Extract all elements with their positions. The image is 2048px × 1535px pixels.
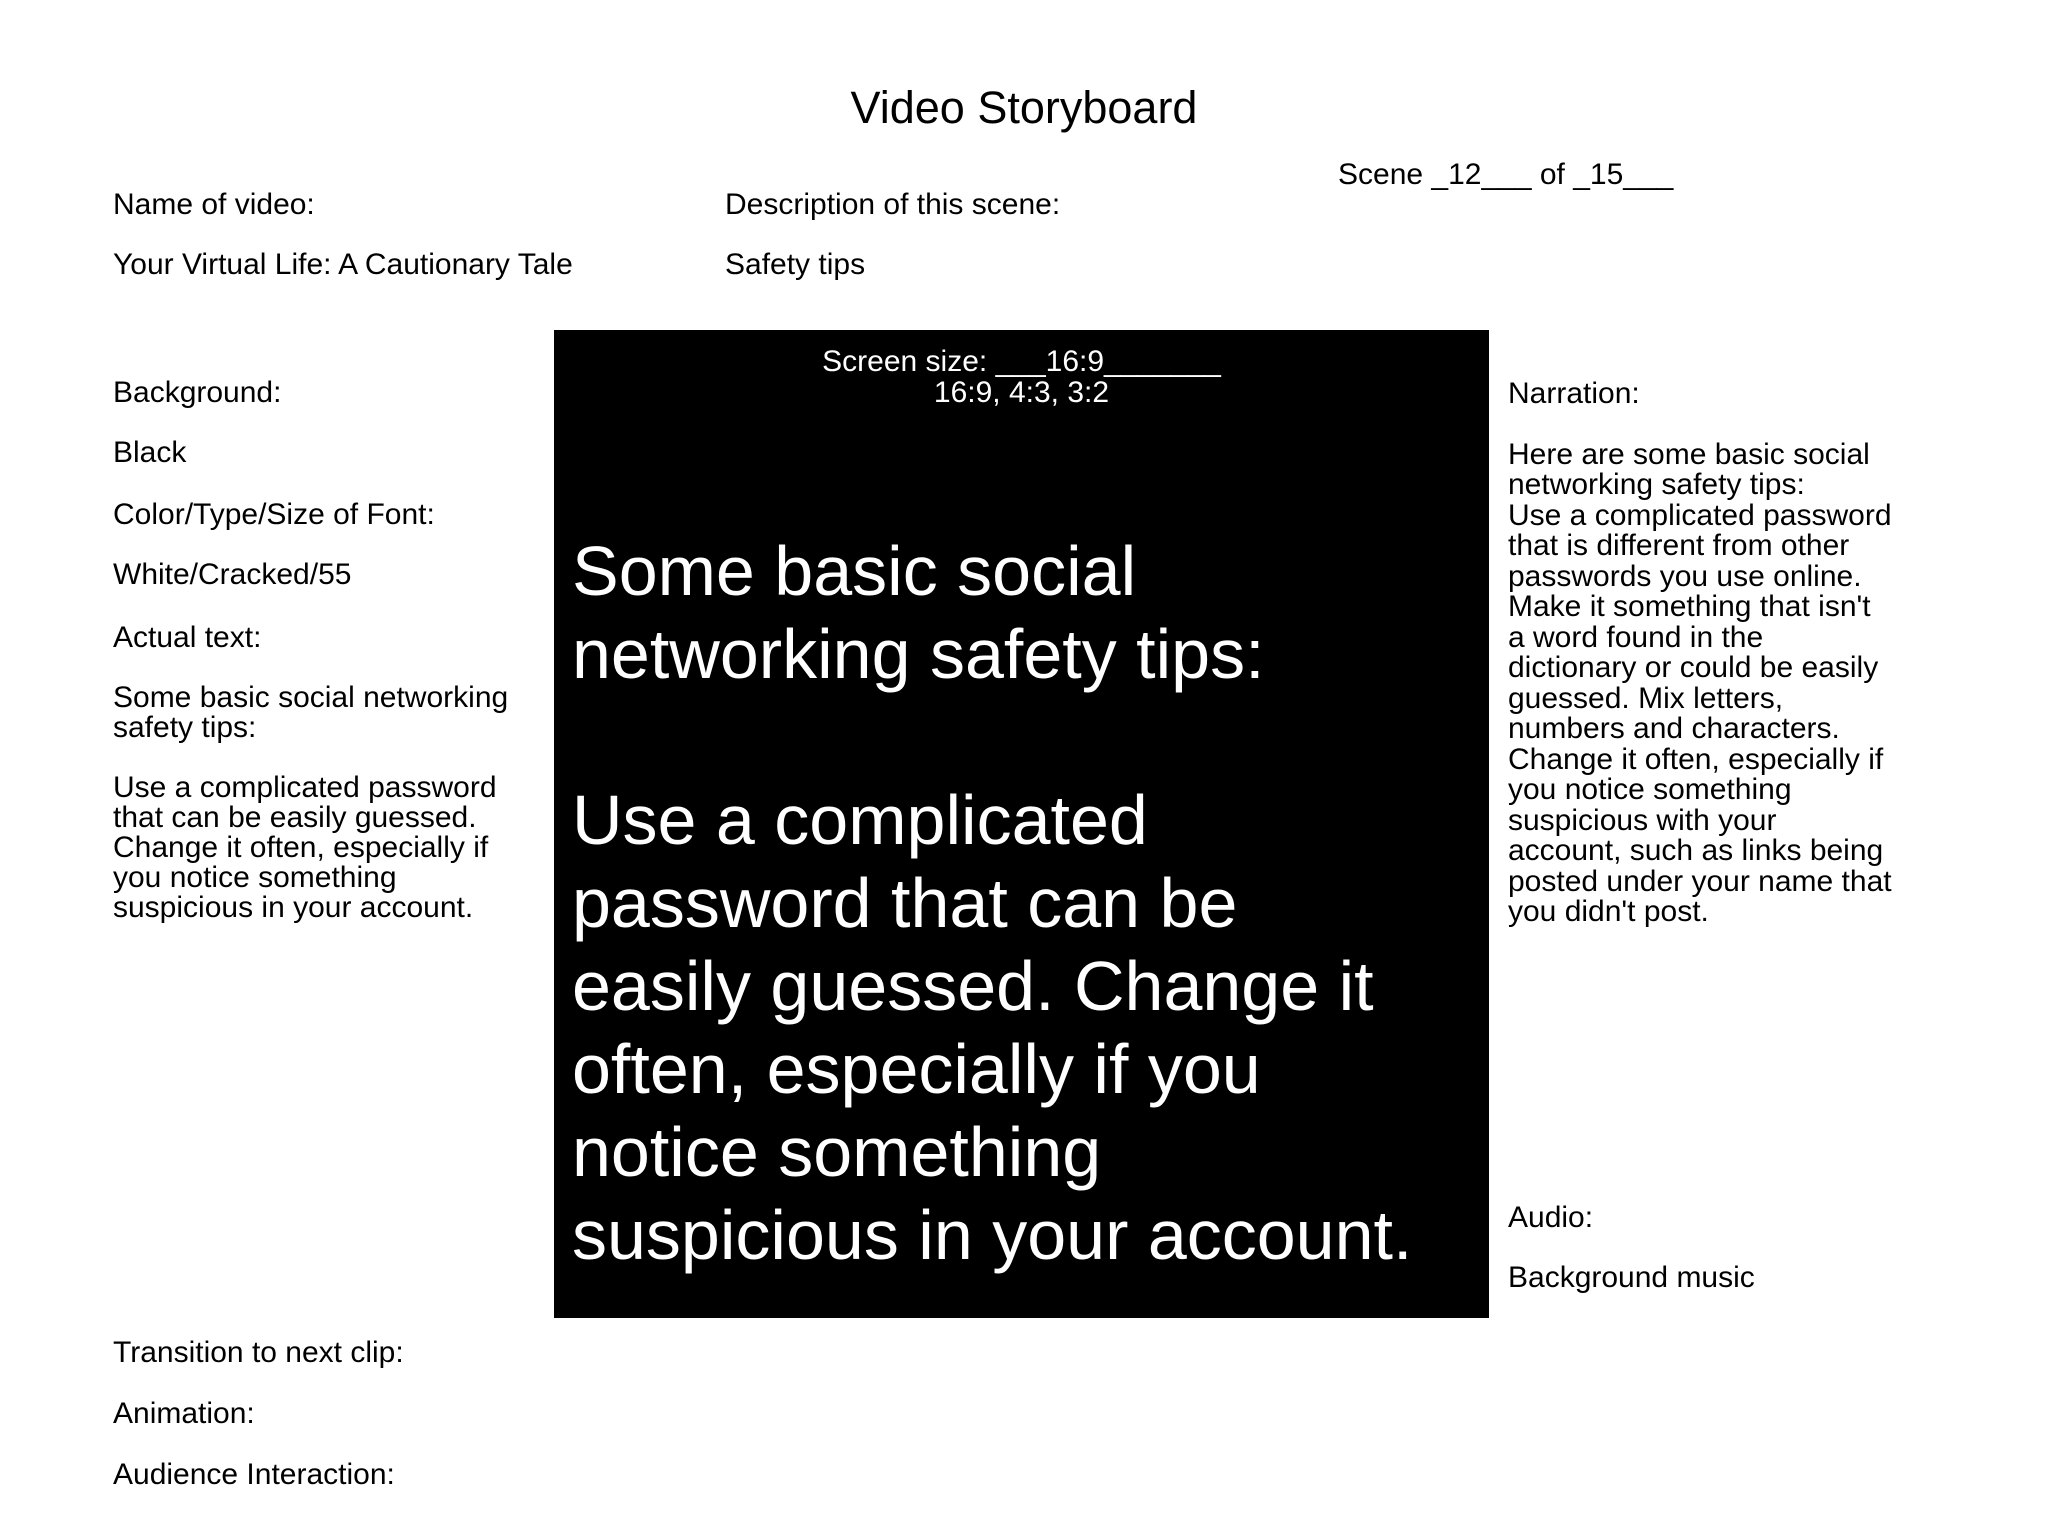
video-name-label: Name of video: bbox=[113, 188, 315, 221]
actual-text-value: Some basic social networking safety tips: Use a complicated password that can be easily guessed. Change it often, especially if you notice something suspicious in your account. bbox=[113, 681, 509, 924]
font-value: White/Cracked/55 bbox=[113, 558, 352, 591]
animation-label: Animation: bbox=[113, 1397, 255, 1430]
audio-label: Audio: bbox=[1508, 1201, 1594, 1234]
scene-number: Scene _12___ of _15___ bbox=[1338, 158, 1674, 191]
screen-preview bbox=[554, 330, 1489, 1318]
background-label: Background: bbox=[113, 376, 282, 409]
screen-text: Some basic social networking safety tips: Use a complicated password that can be easily guessed. Change it often, especially if you notice something suspicious in your account. bbox=[572, 532, 1413, 1274]
video-name-value: Your Virtual Life: A Cautionary Tale bbox=[113, 248, 573, 281]
transition-label: Transition to next clip: bbox=[113, 1336, 404, 1369]
narration-section bbox=[1508, 348, 2028, 958]
narration-value: Here are some basic social networking safety tips: Use a complicated password that is different from other passwords you use online. Make it something that isn't a word found in the dictionary or could be easily guessed. Mix letters, numbers and characters. Change it often, especially if you notice something suspicious with your account, such as links being posted under your name that you didn't post. bbox=[1508, 437, 1892, 928]
scene-description-section bbox=[725, 160, 1285, 310]
background-value: Black bbox=[113, 436, 187, 469]
page-title: Video Storyboard bbox=[850, 82, 1198, 133]
audio-value: Background music bbox=[1508, 1261, 1755, 1294]
screen-size-options: 16:9, 4:3, 3:2 bbox=[933, 376, 1110, 409]
actual-text-section bbox=[113, 593, 543, 953]
actual-text-label: Actual text: bbox=[113, 621, 262, 654]
narration-label: Narration: bbox=[1508, 376, 1640, 410]
scene-description-label: Description of this scene: bbox=[725, 188, 1061, 221]
video-name-section bbox=[113, 160, 673, 310]
audience-interaction-label: Audience Interaction: bbox=[113, 1458, 395, 1491]
scene-description-value: Safety tips bbox=[725, 248, 866, 281]
font-label: Color/Type/Size of Font: bbox=[113, 498, 435, 531]
screen-size-info bbox=[554, 346, 1489, 408]
audio-section bbox=[1508, 1173, 2008, 1323]
screen-size-value: Screen size: ___16:9_______ bbox=[822, 345, 1221, 378]
